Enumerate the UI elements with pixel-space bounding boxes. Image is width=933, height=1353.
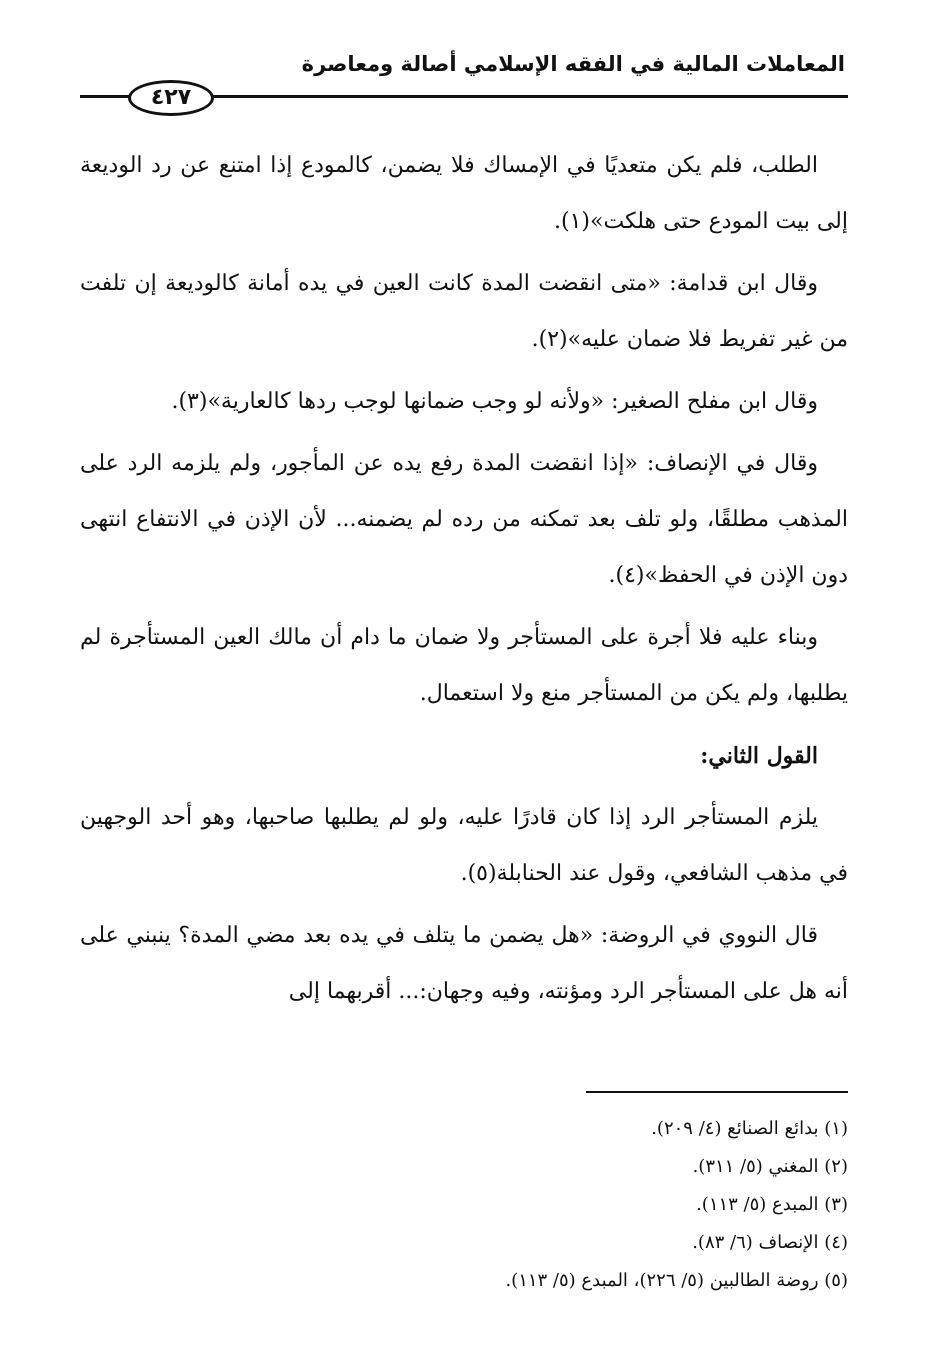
- footnote: (١) بدائع الصنائع (٤/ ٢٠٩).: [651, 1118, 848, 1139]
- footnote-rule: [586, 1091, 848, 1093]
- running-title: المعاملات المالية في الفقه الإسلامي أصالة ومعاصرة: [301, 52, 845, 76]
- footnote: (٤) الإنصاف (٦/ ٨٣).: [692, 1232, 848, 1253]
- paragraph: وبناء عليه فلا أجرة على المستأجر ولا ضمان ما دام أن مالك العين المستأجرة لم يطلبها، ولم يكن من المستأجر منع ولا استعمال.: [80, 625, 848, 706]
- paragraph: يلزم المستأجر الرد إذا كان قادرًا عليه، ولو لم يطلبها صاحبها، وهو أحد الوجهين في مذهب الشافعي، وقول عند الحنابلة(٥).: [80, 805, 848, 886]
- section-heading: القول الثاني:: [700, 743, 818, 769]
- footnote: (٣) المبدع (٥/ ١١٣).: [696, 1194, 848, 1215]
- paragraph: وقال في الإنصاف: «إذا انقضت المدة رفع يده عن المأجور، ولم يلزمه الرد على المذهب مطلقًا، ولو تلف بعد تمكنه من رده لم يضمنه... لأن الإذن في الانتفاع انتهى دون الإذن في الحفظ»(٤).: [80, 451, 848, 588]
- paragraph: قال النووي في الروضة: «هل يضمن ما يتلف في يده بعد مضي المدة؟ ينبني على أنه هل على المستأجر الرد ومؤنته، وفيه وجهان:... أقربهما إلى: [80, 923, 848, 1004]
- paragraph: وقال ابن قدامة: «متى انقضت المدة كانت العين في يده أمانة كالوديعة إن تلفت من غير تفريط فلا ضمان عليه»(٢).: [80, 271, 848, 352]
- paragraph: الطلب، فلم يكن متعديًا في الإمساك فلا يضمن، كالمودع إذا امتنع عن رد الوديعة إلى بيت المودع حتى هلكت»(١).: [80, 153, 848, 234]
- footnotes: [80, 1110, 848, 1300]
- footnote: (٢) المغني (٥/ ٣١١).: [692, 1156, 848, 1177]
- footnote: (٥) روضة الطالبين (٥/ ٢٢٦)، المبدع (٥/ ١١٣).: [505, 1270, 848, 1291]
- paragraph: وقال ابن مفلح الصغير: «ولأنه لو وجب ضمانها لوجب ردها كالعارية»(٣).: [171, 389, 818, 414]
- page-number: ٤٢٧: [128, 80, 214, 116]
- main-text: [80, 138, 848, 1026]
